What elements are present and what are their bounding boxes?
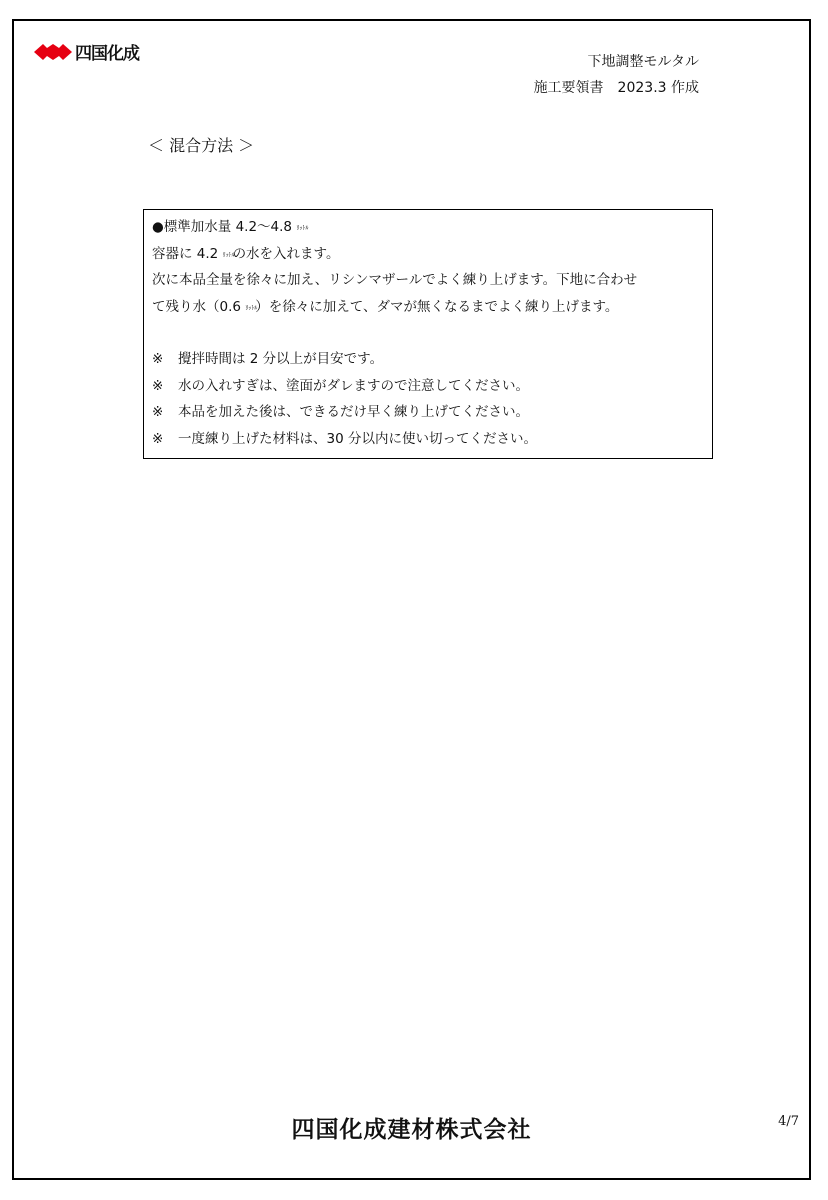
container-text-start: 容器に 4.2 [152,245,223,262]
document-subtitle: 施工要領書 2023.3 作成 [533,80,699,96]
logo-diamond-icon [34,42,72,62]
document-header [534,49,699,101]
standard-water-text: ●標準加水量 4.2〜4.8 [152,219,297,235]
logo-text: 四国化成 [75,44,139,64]
note-mark: ※ [152,351,164,367]
note-mark: ※ [152,377,164,394]
note-item [152,346,704,373]
note-mark: ※ [152,404,164,420]
note-text: 一度練り上げた材料は、30 分以内に使い切ってください。 [178,430,537,447]
remaining-water-text-end: ）を徐々に加えて、ダマが無くなるまでよく練り上げます。 [255,298,619,315]
note-text: 水の入れすぎは、塗面がダレますので注意してください。 [178,377,529,394]
section-title: ＜ 混合方法 ＞ [148,136,255,155]
page-number: 4/7 [778,1114,799,1129]
document-page [12,19,811,1180]
spacer [152,320,704,346]
company-logo [34,39,139,64]
liter-unit: ﾘｯﾄﾙ [245,304,258,312]
document-type: 下地調整モルタル [587,54,699,70]
remaining-water-line [152,294,704,321]
liter-unit: ﾘｯﾄﾙ [296,225,309,232]
footer-company-name: 四国化成建材株式会社 [291,1117,532,1143]
remaining-water-text-start: て残り水（0.6 [152,298,246,315]
liter-unit: ﾘｯﾄﾙ [222,251,235,259]
mixing-line: 次に本品全量を徐々に加え、リシンマザールでよく練り上げます。下地に合わせ [152,272,638,288]
note-item [152,426,704,453]
standard-water-line [152,214,704,241]
note-item [152,399,704,426]
note-item [152,373,704,400]
note-mark: ※ [152,430,164,447]
container-text-end: の水を入れます。 [232,245,340,262]
note-text: 本品を加えた後は、できるだけ早く練り上げてください。 [178,404,529,420]
mixing-instructions-box [143,209,713,459]
container-line [152,241,704,268]
note-text: 攪拌時間は 2 分以上が目安です。 [178,351,384,367]
